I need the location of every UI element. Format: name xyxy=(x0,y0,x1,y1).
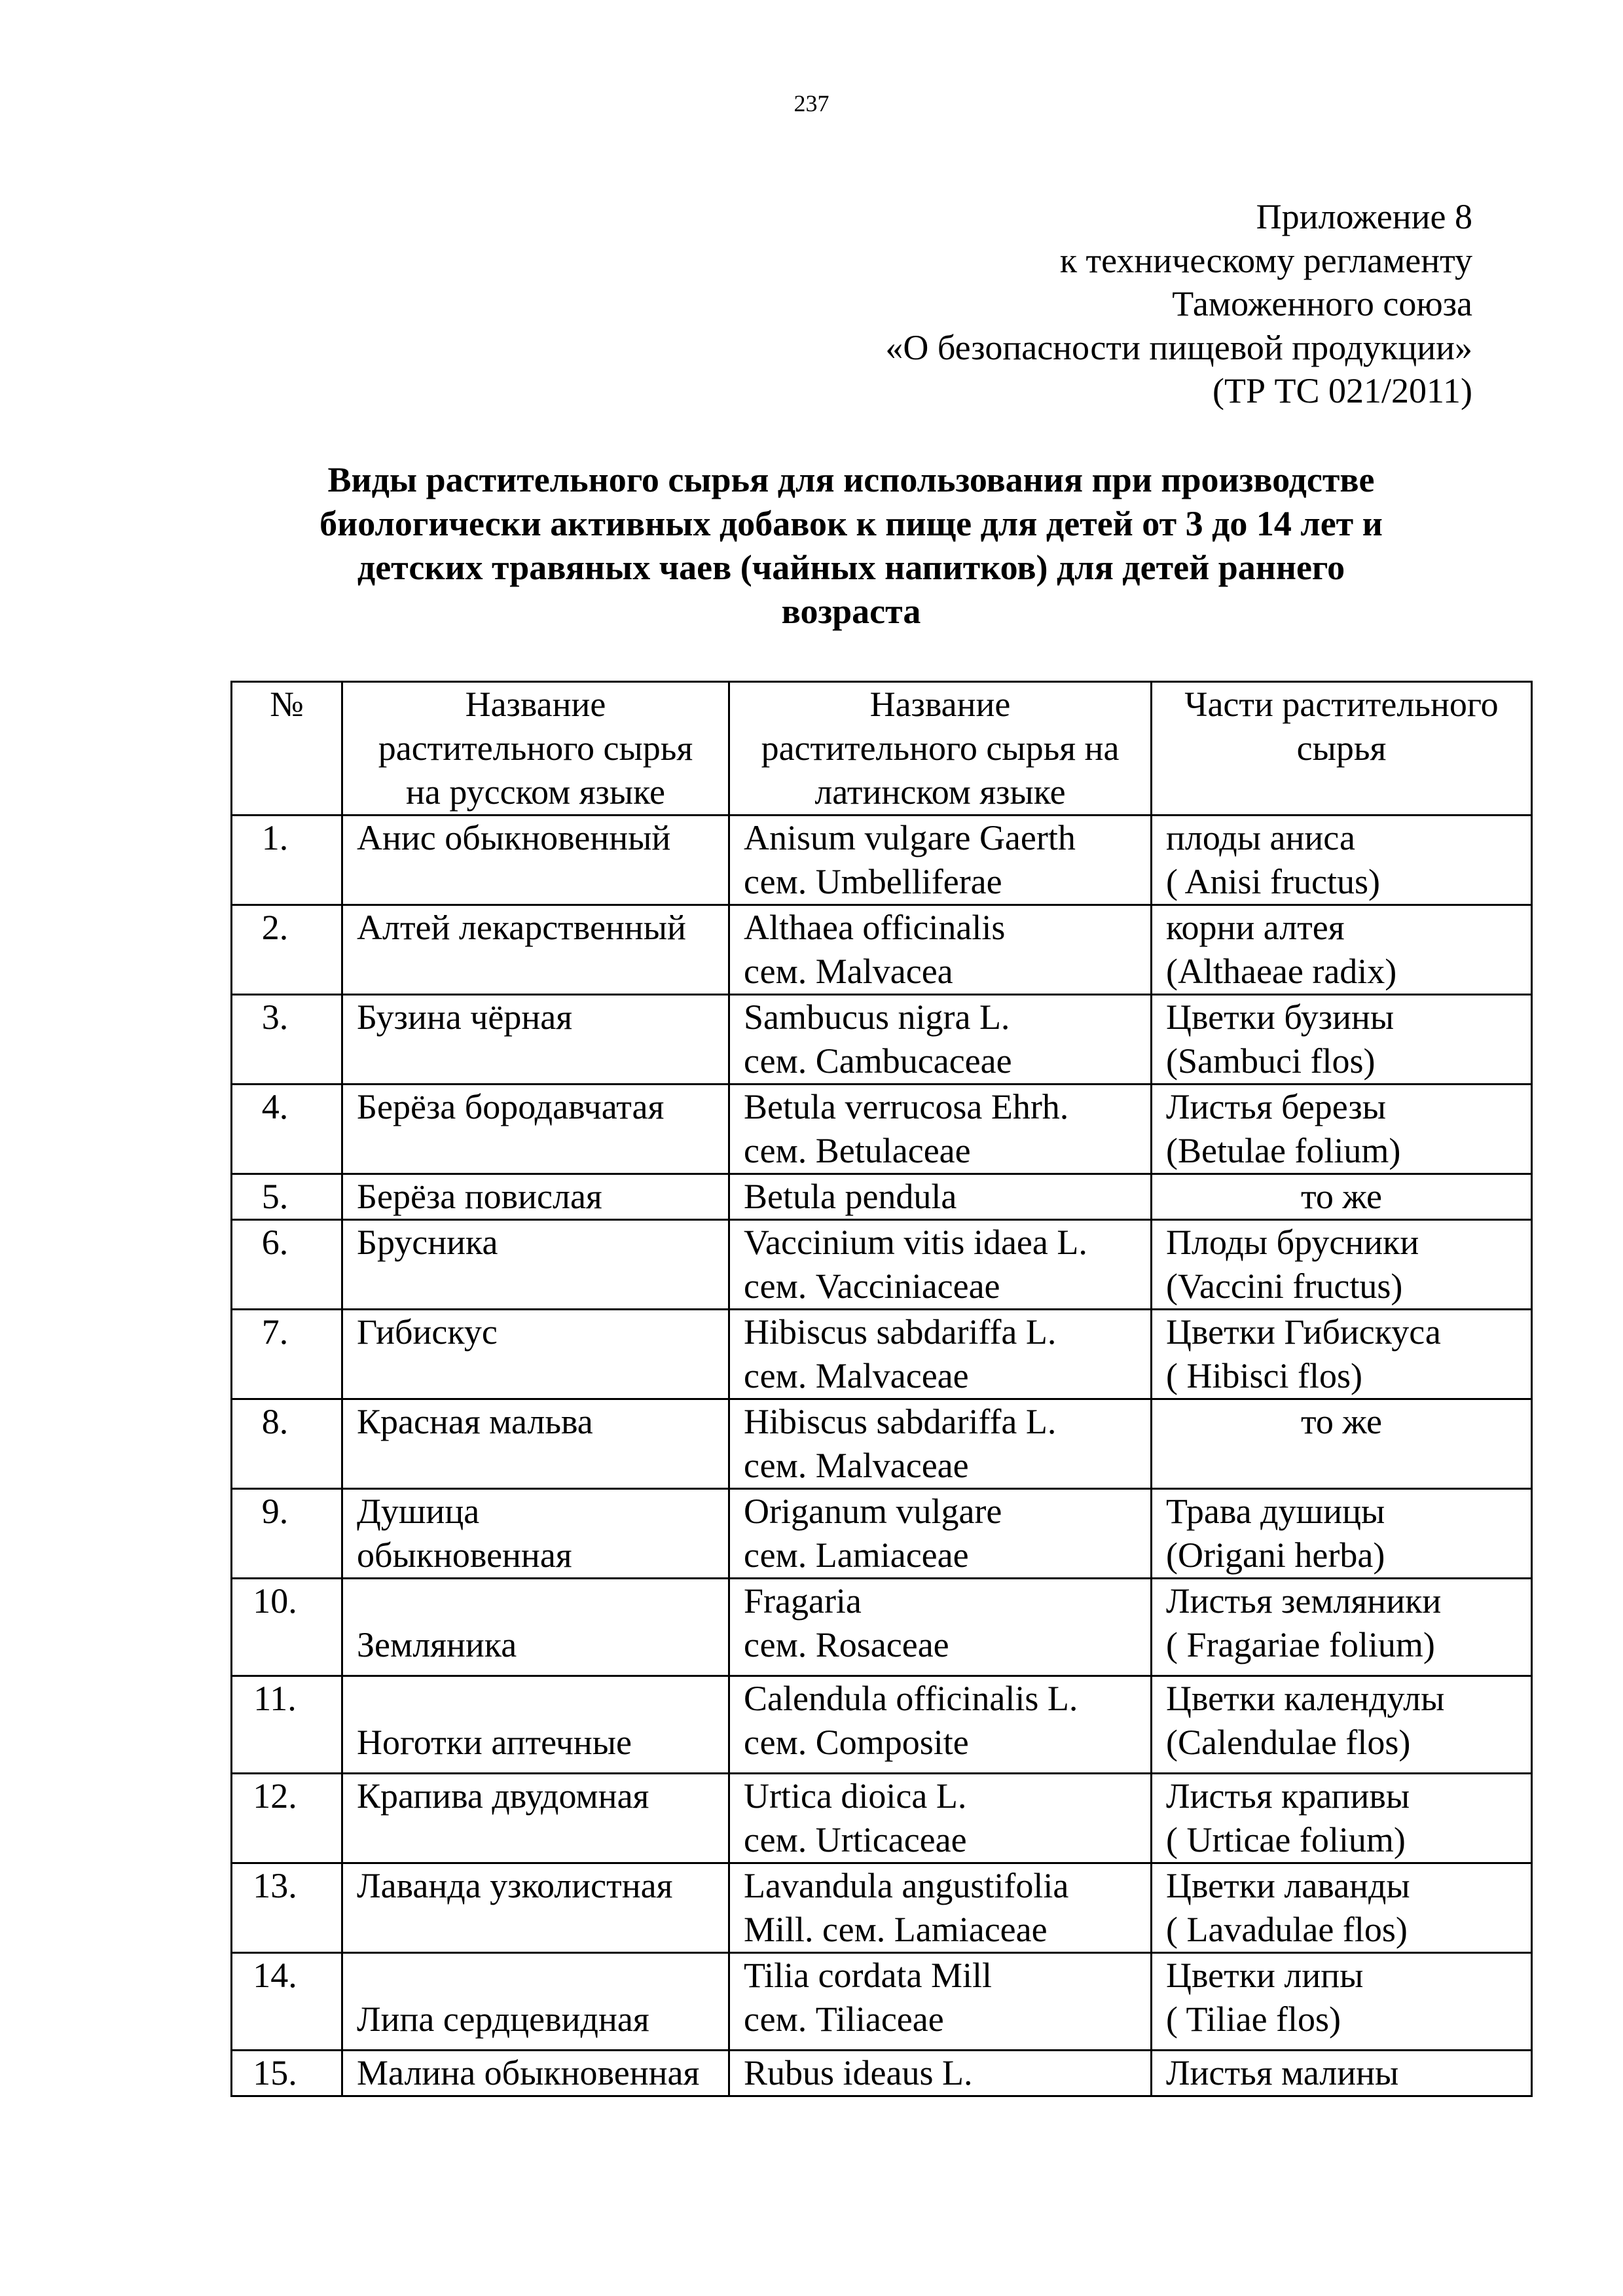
plant-part-cell-line: Цветки лаванды xyxy=(1166,1866,1410,1905)
russian-name-cell-line: обыкновенная xyxy=(357,1535,572,1575)
header-line: на русском языке xyxy=(405,772,666,812)
header-line: сырья xyxy=(1296,728,1387,768)
plant-part-cell-line: корни алтея xyxy=(1166,908,1345,947)
latin-name-cell xyxy=(729,1953,1152,2051)
latin-name-cell xyxy=(729,1579,1152,1676)
russian-name-cell xyxy=(342,1863,729,1953)
plant-part-cell-line: то же xyxy=(1301,1177,1382,1216)
latin-name-cell-line: сем. Malvacea xyxy=(744,952,953,991)
latin-name-cell-line: Hibiscus sabdariffa L. xyxy=(744,1312,1057,1352)
russian-name-cell xyxy=(342,816,729,905)
latin-name-cell-line: Calendula officinalis L. xyxy=(744,1679,1078,1718)
latin-name-cell xyxy=(729,1676,1152,1774)
page-number: 237 xyxy=(793,90,830,117)
latin-name-cell-line: сем. Urticaceae xyxy=(744,1820,967,1859)
latin-name-cell-line: сем. Malvaceae xyxy=(744,1446,969,1485)
russian-name-cell-line: Берёза повислая xyxy=(357,1177,602,1216)
row-number: 15. xyxy=(232,2051,342,2096)
russian-name-cell-line: Липа сердцевидная xyxy=(357,2000,649,2039)
russian-name-cell xyxy=(342,1953,729,2051)
latin-name-cell-line: Althaea officinalis xyxy=(744,908,1006,947)
latin-name-cell-line: Anisum vulgare Gaerth xyxy=(744,818,1076,857)
header-plant-parts xyxy=(1152,682,1532,816)
header-line: Название xyxy=(465,685,606,724)
table-row xyxy=(232,816,1532,905)
russian-name-cell xyxy=(342,1220,729,1310)
latin-name-cell-line: сем. Rosaceae xyxy=(744,1625,949,1664)
plant-part-cell-line: ( Tiliae flos) xyxy=(1166,2000,1341,2039)
russian-name-cell xyxy=(342,2051,729,2096)
latin-name-cell xyxy=(729,1174,1152,1220)
plant-part-cell-line: Листья крапивы xyxy=(1166,1776,1410,1816)
latin-name-cell-line: Tilia cordata Mill xyxy=(744,1956,992,1995)
appendix-reference xyxy=(885,195,1472,413)
russian-name-cell-line: Земляника xyxy=(357,1625,517,1664)
russian-name-cell xyxy=(342,905,729,995)
russian-name-cell-line: Лаванда узколистная xyxy=(357,1866,673,1905)
russian-name-cell-line: Душица xyxy=(357,1492,480,1531)
table-row xyxy=(232,905,1532,995)
latin-name-cell xyxy=(729,1489,1152,1579)
latin-name-cell xyxy=(729,905,1152,995)
latin-name-cell-line: Lavandula angustifolia xyxy=(744,1866,1069,1905)
row-number: 12. xyxy=(232,1774,342,1863)
header-number-label: № xyxy=(270,685,304,724)
plant-part-cell-line: Цветки липы xyxy=(1166,1956,1364,1995)
header-latin-name xyxy=(729,682,1152,816)
row-number: 14. xyxy=(232,1953,342,2051)
russian-name-cell xyxy=(342,1774,729,1863)
russian-name-cell-line: Анис обыкновенный xyxy=(357,818,671,857)
table-row xyxy=(232,1953,1532,2051)
latin-name-cell-line: сем. Composite xyxy=(744,1723,969,1762)
latin-name-cell-line: сем. Umbelliferae xyxy=(744,862,1002,901)
table-row xyxy=(232,1489,1532,1579)
appendix-line: (ТР ТС 021/2011) xyxy=(1213,371,1472,410)
russian-name-cell xyxy=(342,1489,729,1579)
russian-name-cell xyxy=(342,995,729,1085)
plant-materials-table xyxy=(230,681,1533,2097)
plant-part-cell-line: ( Lavadulae flos) xyxy=(1166,1910,1408,1949)
plant-part-cell xyxy=(1152,905,1532,995)
plant-part-cell-line: (Althaeae radix) xyxy=(1166,952,1397,991)
row-number: 3. xyxy=(232,995,342,1085)
plant-part-cell-line: Цветки Гибискуса xyxy=(1166,1312,1441,1352)
plant-part-cell xyxy=(1152,1085,1532,1174)
row-number: 6. xyxy=(232,1220,342,1310)
russian-name-cell-line: Алтей лекарственный xyxy=(357,908,686,947)
latin-name-cell-line: сем. Cambucaceae xyxy=(744,1041,1012,1081)
table-row xyxy=(232,1220,1532,1310)
row-number: 8. xyxy=(232,1399,342,1489)
table-row xyxy=(232,1085,1532,1174)
latin-name-cell-line: Betula verrucosa Ehrh. xyxy=(744,1087,1069,1126)
header-russian-name xyxy=(342,682,729,816)
plant-part-cell-line: плоды аниса xyxy=(1166,818,1355,857)
title-line: детских травяных чаев (чайных напитков) для детей раннего xyxy=(357,548,1345,587)
table-row xyxy=(232,1863,1532,1953)
document-title xyxy=(249,458,1453,634)
latin-name-cell-line: Sambucus nigra L. xyxy=(744,997,1010,1037)
plant-part-cell-line: (Sambuci flos) xyxy=(1166,1041,1376,1081)
plant-part-cell-line: ( Hibisci flos) xyxy=(1166,1356,1362,1395)
russian-name-cell xyxy=(342,1085,729,1174)
latin-name-cell xyxy=(729,1085,1152,1174)
title-line: Виды растительного сырья для использования при производстве xyxy=(327,460,1375,499)
plant-part-cell xyxy=(1152,995,1532,1085)
latin-name-cell-line: сем. Lamiaceae xyxy=(744,1535,969,1575)
plant-part-cell-line: Листья земляники xyxy=(1166,1581,1442,1621)
header-number xyxy=(232,682,342,816)
appendix-line: Таможенного союза xyxy=(1172,284,1472,323)
latin-name-cell xyxy=(729,1774,1152,1863)
row-number: 9. xyxy=(232,1489,342,1579)
latin-name-cell xyxy=(729,1220,1152,1310)
plant-part-cell xyxy=(1152,1579,1532,1676)
plant-part-cell-line: (Vaccini fructus) xyxy=(1166,1266,1403,1306)
russian-name-cell-line: Красная мальва xyxy=(357,1402,593,1441)
latin-name-cell-line: Hibiscus sabdariffa L. xyxy=(744,1402,1057,1441)
latin-name-cell-line: сем. Vacciniaceae xyxy=(744,1266,1000,1306)
latin-name-cell xyxy=(729,1863,1152,1953)
latin-name-cell-line: сем. Tiliaceae xyxy=(744,2000,944,2039)
latin-name-cell-line: Origanum vulgare xyxy=(744,1492,1002,1531)
plant-part-cell-line: Листья малины xyxy=(1166,2053,1399,2092)
russian-name-cell xyxy=(342,1310,729,1399)
plant-part-cell-line: Плоды брусники xyxy=(1166,1223,1419,1262)
row-number: 11. xyxy=(232,1676,342,1774)
table-row xyxy=(232,1399,1532,1489)
plant-part-cell xyxy=(1152,1953,1532,2051)
plant-part-cell-line: Листья березы xyxy=(1166,1087,1387,1126)
plant-part-cell xyxy=(1152,1676,1532,1774)
plant-part-cell xyxy=(1152,1310,1532,1399)
row-number: 10. xyxy=(232,1579,342,1676)
row-number: 5. xyxy=(232,1174,342,1220)
appendix-line: Приложение 8 xyxy=(1256,197,1472,236)
russian-name-cell-line: Берёза бородавчатая xyxy=(357,1087,665,1126)
row-number: 2. xyxy=(232,905,342,995)
latin-name-cell-line: сем. Malvaceae xyxy=(744,1356,969,1395)
table-row xyxy=(232,1174,1532,1220)
plant-part-cell xyxy=(1152,1399,1532,1489)
title-line: возраста xyxy=(781,592,921,631)
plant-part-cell-line: (Betulae folium) xyxy=(1166,1131,1401,1170)
plant-part-cell-line: Цветки бузины xyxy=(1166,997,1395,1037)
table-row xyxy=(232,1579,1532,1676)
row-number: 7. xyxy=(232,1310,342,1399)
latin-name-cell-line: Urtica dioica L. xyxy=(744,1776,967,1816)
header-line: Название xyxy=(869,685,1011,724)
russian-name-cell xyxy=(342,1579,729,1676)
plant-part-cell-line: Цветки календулы xyxy=(1166,1679,1445,1718)
latin-name-cell xyxy=(729,2051,1152,2096)
plant-part-cell-line: то же xyxy=(1301,1402,1382,1441)
header-line: Части растительного xyxy=(1184,685,1499,724)
russian-name-cell-line: Малина обыкновенная xyxy=(357,2053,700,2092)
plant-part-cell-line: (Origani herba) xyxy=(1166,1535,1385,1575)
row-number: 1. xyxy=(232,816,342,905)
plant-part-cell xyxy=(1152,1489,1532,1579)
plant-part-cell-line: ( Anisi fructus) xyxy=(1166,862,1380,901)
table-row xyxy=(232,1774,1532,1863)
row-number: 4. xyxy=(232,1085,342,1174)
table-row xyxy=(232,995,1532,1085)
plant-part-cell xyxy=(1152,1863,1532,1953)
plant-part-cell xyxy=(1152,1774,1532,1863)
latin-name-cell-line: Vaccinium vitis idaea L. xyxy=(744,1223,1087,1262)
russian-name-cell-line: Гибискус xyxy=(357,1312,498,1352)
plant-part-cell-line: Трава душицы xyxy=(1166,1492,1385,1531)
table-header-row xyxy=(232,682,1532,816)
latin-name-cell xyxy=(729,1399,1152,1489)
plant-part-cell xyxy=(1152,2051,1532,2096)
latin-name-cell-line: сем. Betulaceae xyxy=(744,1131,971,1170)
table-body xyxy=(232,816,1532,2096)
russian-name-cell xyxy=(342,1174,729,1220)
russian-name-cell-line: Крапива двудомная xyxy=(357,1776,649,1816)
russian-name-cell-line: Брусника xyxy=(357,1223,498,1262)
plant-part-cell-line: (Calendulae flos) xyxy=(1166,1723,1411,1762)
appendix-line: «О безопасности пищевой продукции» xyxy=(885,327,1472,367)
russian-name-cell xyxy=(342,1676,729,1774)
plant-part-cell-line: ( Fragariae folium) xyxy=(1166,1625,1435,1664)
russian-name-cell-line: Ноготки аптечные xyxy=(357,1723,632,1762)
latin-name-cell-line: Rubus ideaus L. xyxy=(744,2053,973,2092)
latin-name-cell xyxy=(729,995,1152,1085)
header-line: растительного сырья на xyxy=(761,728,1120,768)
russian-name-cell xyxy=(342,1399,729,1489)
table-row xyxy=(232,2051,1532,2096)
latin-name-cell-line: Mill. сем. Lamiaceae xyxy=(744,1910,1048,1949)
latin-name-cell-line: Fragaria xyxy=(744,1581,862,1621)
title-line: биологически активных добавок к пище для детей от 3 до 14 лет и xyxy=(319,504,1383,543)
latin-name-cell xyxy=(729,816,1152,905)
plant-part-cell-line: ( Urticae folium) xyxy=(1166,1820,1406,1859)
header-line: латинском языке xyxy=(814,772,1066,812)
appendix-line: к техническому регламенту xyxy=(1059,240,1472,280)
plant-part-cell xyxy=(1152,1220,1532,1310)
plant-part-cell xyxy=(1152,816,1532,905)
plant-part-cell xyxy=(1152,1174,1532,1220)
russian-name-cell-line: Бузина чёрная xyxy=(357,997,573,1037)
table-row xyxy=(232,1310,1532,1399)
latin-name-cell xyxy=(729,1310,1152,1399)
header-line: растительного сырья xyxy=(378,728,693,768)
latin-name-cell-line: Betula pendula xyxy=(744,1177,957,1216)
table-row xyxy=(232,1676,1532,1774)
row-number: 13. xyxy=(232,1863,342,1953)
